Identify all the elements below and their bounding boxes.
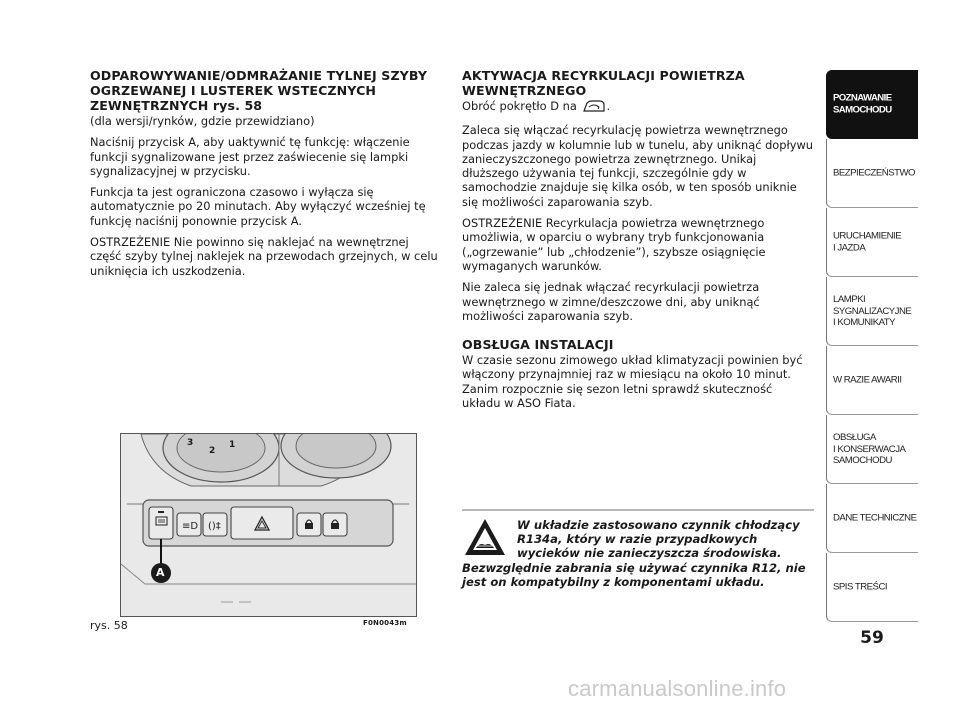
svg-text:()‡: ()‡ — [208, 521, 221, 532]
tab-label: URUCHAMIENIE I JAZDA — [833, 230, 902, 253]
dial-number-1: 1 — [229, 440, 236, 450]
dashboard-illustration — [121, 434, 416, 616]
watermark: carmanualsonline.info — [568, 676, 787, 701]
tab-spis-tresci[interactable] — [826, 553, 918, 622]
paragraph-timer: Funkcja ta jest ograniczona czasowo i wyłącza się automatycznie po 20 minutach. Aby wyłączyć wcześniej tę funkcję naciśnij ponownie przycisk A. — [90, 185, 426, 228]
tab-uruchamienie-i-jazda[interactable] — [826, 208, 918, 277]
figure-dashboard-buttons — [120, 433, 417, 617]
warning-divider — [462, 509, 814, 511]
figure-caption: rys. 58 — [90, 619, 128, 632]
tab-label: OBSŁUGA I KONSERWACJA SAMOCHODU — [833, 431, 906, 466]
svg-text:≡D: ≡D — [182, 521, 199, 532]
paragraph-recirc-recommend: Zaleca się włączać recyrkulację powietrza wewnętrznego podczas jazdy w kolumnie lub w tunelu, aby uniknąć dopływu zanieczyszczonego powietrza zewnętrznego. Unikaj dłuższego używania tej funkcji, szczególnie gdy w samochodzie znajduje się kilka osób, w ten sposób uniknie się możliwości zaparowania szyb. — [462, 123, 814, 209]
tab-poznawanie-samochodu[interactable] — [826, 70, 918, 139]
section-heading-service: OBSŁUGA INSTALACJI — [462, 337, 614, 353]
paragraph-turn-knob — [462, 99, 814, 116]
left-column — [90, 68, 440, 285]
environment-warning-text: W układzie zastosowano czynnik chłodzący R134a, który w razie przypadkowych wycieków nie zanieczyszcza środowiska. Bezwzględnie zabrania się używać czynnika R12, nie jest on kompatybilny z komponentami układu. — [462, 518, 806, 589]
environment-warning-icon — [463, 517, 507, 557]
tab-lampki-sygnalizacyjne[interactable] — [826, 277, 918, 346]
tab-label: SPIS TREŚCI — [833, 581, 888, 593]
chapter-sidebar — [826, 70, 918, 622]
right-column — [462, 68, 814, 417]
tab-label: BEZPIECZEŃSTWO — [833, 167, 916, 179]
version-note: (dla wersji/rynków, gdzie przewidziano) — [90, 114, 315, 128]
paragraph-warning-stickers: OSTRZEŻENIE Nie powinno się naklejać na wewnętrznej część szyby tylnej naklejek na przewodach grzejnych, w celu uniknięcia ich uszkodzenia. — [90, 235, 438, 278]
tab-label: W RAZIE AWARII — [833, 374, 902, 386]
tab-label: POZNAWANIE SAMOCHODU — [833, 92, 892, 115]
recirculation-icon — [582, 99, 606, 116]
paragraph-recirc-warning: OSTRZEŻENIE Recyrkulacja powietrza wewnętrznego umożliwia, w oparciu o wybrany tryb funkcjonowania („ogrzewanie” lub „chłodzenie”), szybsze osiągnięcie wymaganych warunków. — [462, 216, 766, 273]
tab-label: DANE TECHNICZNE — [833, 512, 917, 524]
paragraph-recirc-not-recommended: Nie zaleca się jednak włączać recyrkulacji powietrza wewnętrznego w zimne/deszczowe dni, aby uniknąć możliwości zaparowania szyb. — [462, 280, 760, 323]
dial-number-3: 3 — [187, 438, 194, 448]
paragraph-service: W czasie sezonu zimowego układ klimatyzacji powinien być włączony przynajmniej raz w miesiącu na około 10 minut. Zanim rozpocznie się sezon letni sprawdź skuteczność układu w ASO Fiata. — [462, 353, 803, 411]
tab-label: LAMPKI SYGNALIZACYJNE I KOMUNIKATY — [833, 293, 912, 328]
paragraph-activate: Naciśnij przycisk A, aby uaktywnić tę funkcję: włączenie funkcji sygnalizowane jest przez zaświecenie się lampki sygnalizacyjnej w przycisku. — [90, 135, 410, 178]
section-heading-recirculation: AKTYWACJA RECYRKULACJI POWIETRZA WEWNĘTRZNEGO — [462, 68, 745, 98]
page-number: 59 — [860, 628, 884, 648]
callout-a-label: A — [156, 566, 165, 579]
tab-w-razie-awarii[interactable] — [826, 346, 918, 415]
turn-knob-text: Obróć pokrętło D na — [462, 99, 577, 113]
environment-warning — [462, 518, 817, 589]
figure-code: F0N0043m — [363, 619, 407, 627]
section-heading-defrost: ODPAROWYWANIE/ODMRAŻANIE TYLNEJ SZYBY OGRZEWANEJ I LUSTEREK WSTECZNYCH ZEWNĘTRZNYCH rys. 58 — [90, 68, 428, 113]
turn-knob-suffix: . — [606, 99, 611, 113]
tab-dane-techniczne[interactable] — [826, 484, 918, 553]
tab-bezpieczenstwo[interactable] — [826, 139, 918, 208]
dial-number-2: 2 — [209, 446, 216, 456]
tab-obsluga-i-konserwacja[interactable] — [826, 415, 918, 484]
